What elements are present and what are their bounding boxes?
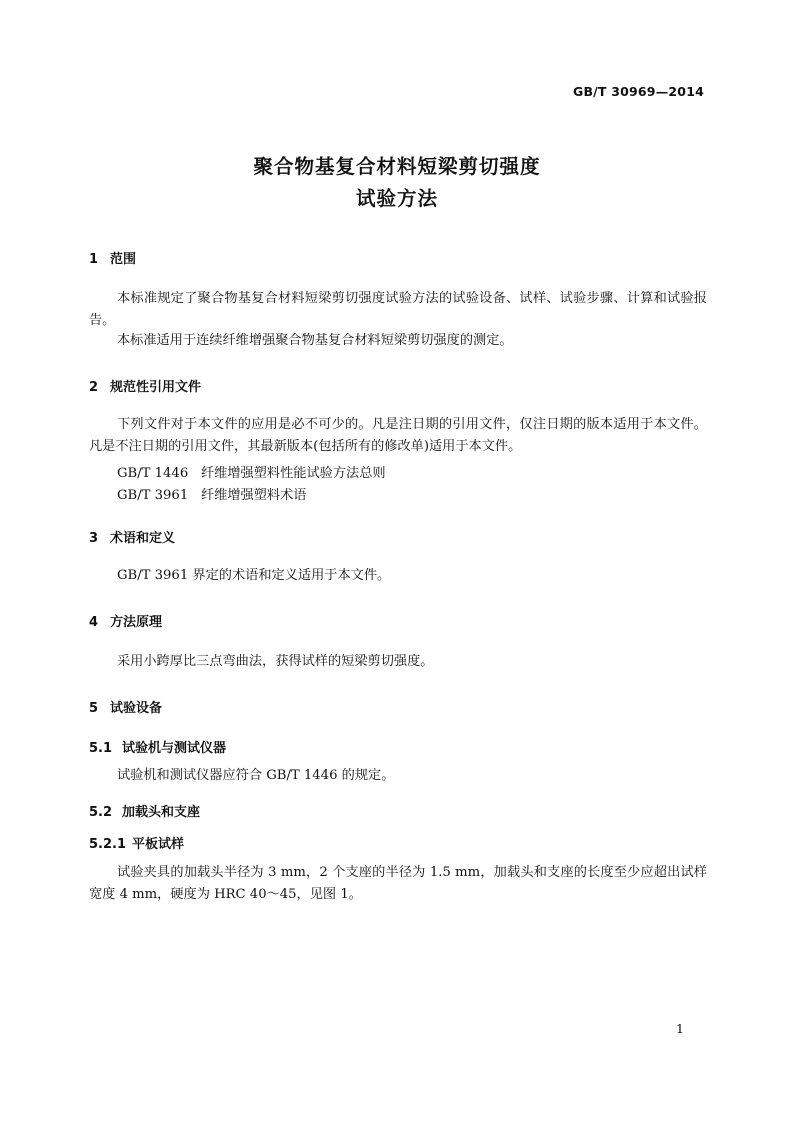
section-3-paragraph: GB/T 3961 界定的术语和定义适用于本文件。 [117,568,391,583]
section-title: 规范性引用文件 [110,380,202,395]
reference-code: GB/T 1446 [117,466,189,481]
section-number: 5.1 [89,741,113,756]
section-title: 范围 [110,252,137,267]
section-2-paragraph: 下列文件对于本文件的应用是必不可少的。凡是注日期的引用文件，仅注日期的版本适用于本文件。凡是不注日期的引用文件，其最新版本(包括所有的修改单)适用于本文件。 [89,417,707,454]
section-4-paragraph: 采用小跨厚比三点弯曲法，获得试样的短梁剪切强度。 [117,654,434,669]
section-title: 方法原理 [110,615,163,630]
reference-code: GB/T 3961 [117,488,189,503]
section-5-1-heading [89,737,226,756]
section-4-heading [89,611,162,630]
reference-item [117,484,307,503]
section-5-1-paragraph: 试验机和测试仪器应符合 GB/T 1446 的规定。 [117,768,395,783]
section-1-paragraph-2: 本标准适用于连续纤维增强聚合物基复合材料短梁剪切强度的测定。 [117,333,513,348]
section-5-heading [89,697,162,716]
document-title-line-1: 聚合物基复合材料短梁剪切强度 [253,155,541,178]
section-title: 平板试样 [132,837,185,852]
section-title: 术语和定义 [110,531,176,546]
section-1-heading [89,248,136,267]
section-number: 5.2 [89,805,113,820]
section-number: 2 [89,380,99,395]
section-number: 3 [89,531,99,546]
reference-title: 纤维增强塑料术语 [201,488,307,503]
section-title: 加载头和支座 [122,805,201,820]
section-number: 1 [89,252,99,267]
page-number: 1 [676,1021,684,1036]
section-1-paragraph-1: 本标准规定了聚合物基复合材料短梁剪切强度试验方法的试验设备、试样、试验步骤、计算和试验报告。 [89,291,707,328]
section-5-2-heading [89,801,200,820]
section-title: 试验机与测试仪器 [122,741,227,756]
section-number: 5 [89,701,99,716]
section-5-2-1-paragraph: 试验夹具的加载头半径为 3 mm，2 个支座的半径为 1.5 mm，加载头和支座的长度至少应超出试样宽度 4 mm，硬度为 HRC 40～45，见图 1。 [89,865,707,902]
section-2-heading [89,376,201,395]
section-title: 试验设备 [110,701,163,716]
section-number: 4 [89,615,99,630]
section-3-heading [89,527,175,546]
section-5-2-1-heading [89,833,184,852]
reference-item [117,462,386,481]
document-title-line-2: 试验方法 [355,187,438,210]
section-number: 5.2.1 [89,837,127,852]
standard-number: GB/T 30969—2014 [572,84,704,99]
reference-title: 纤维增强塑料性能试验方法总则 [201,466,386,481]
